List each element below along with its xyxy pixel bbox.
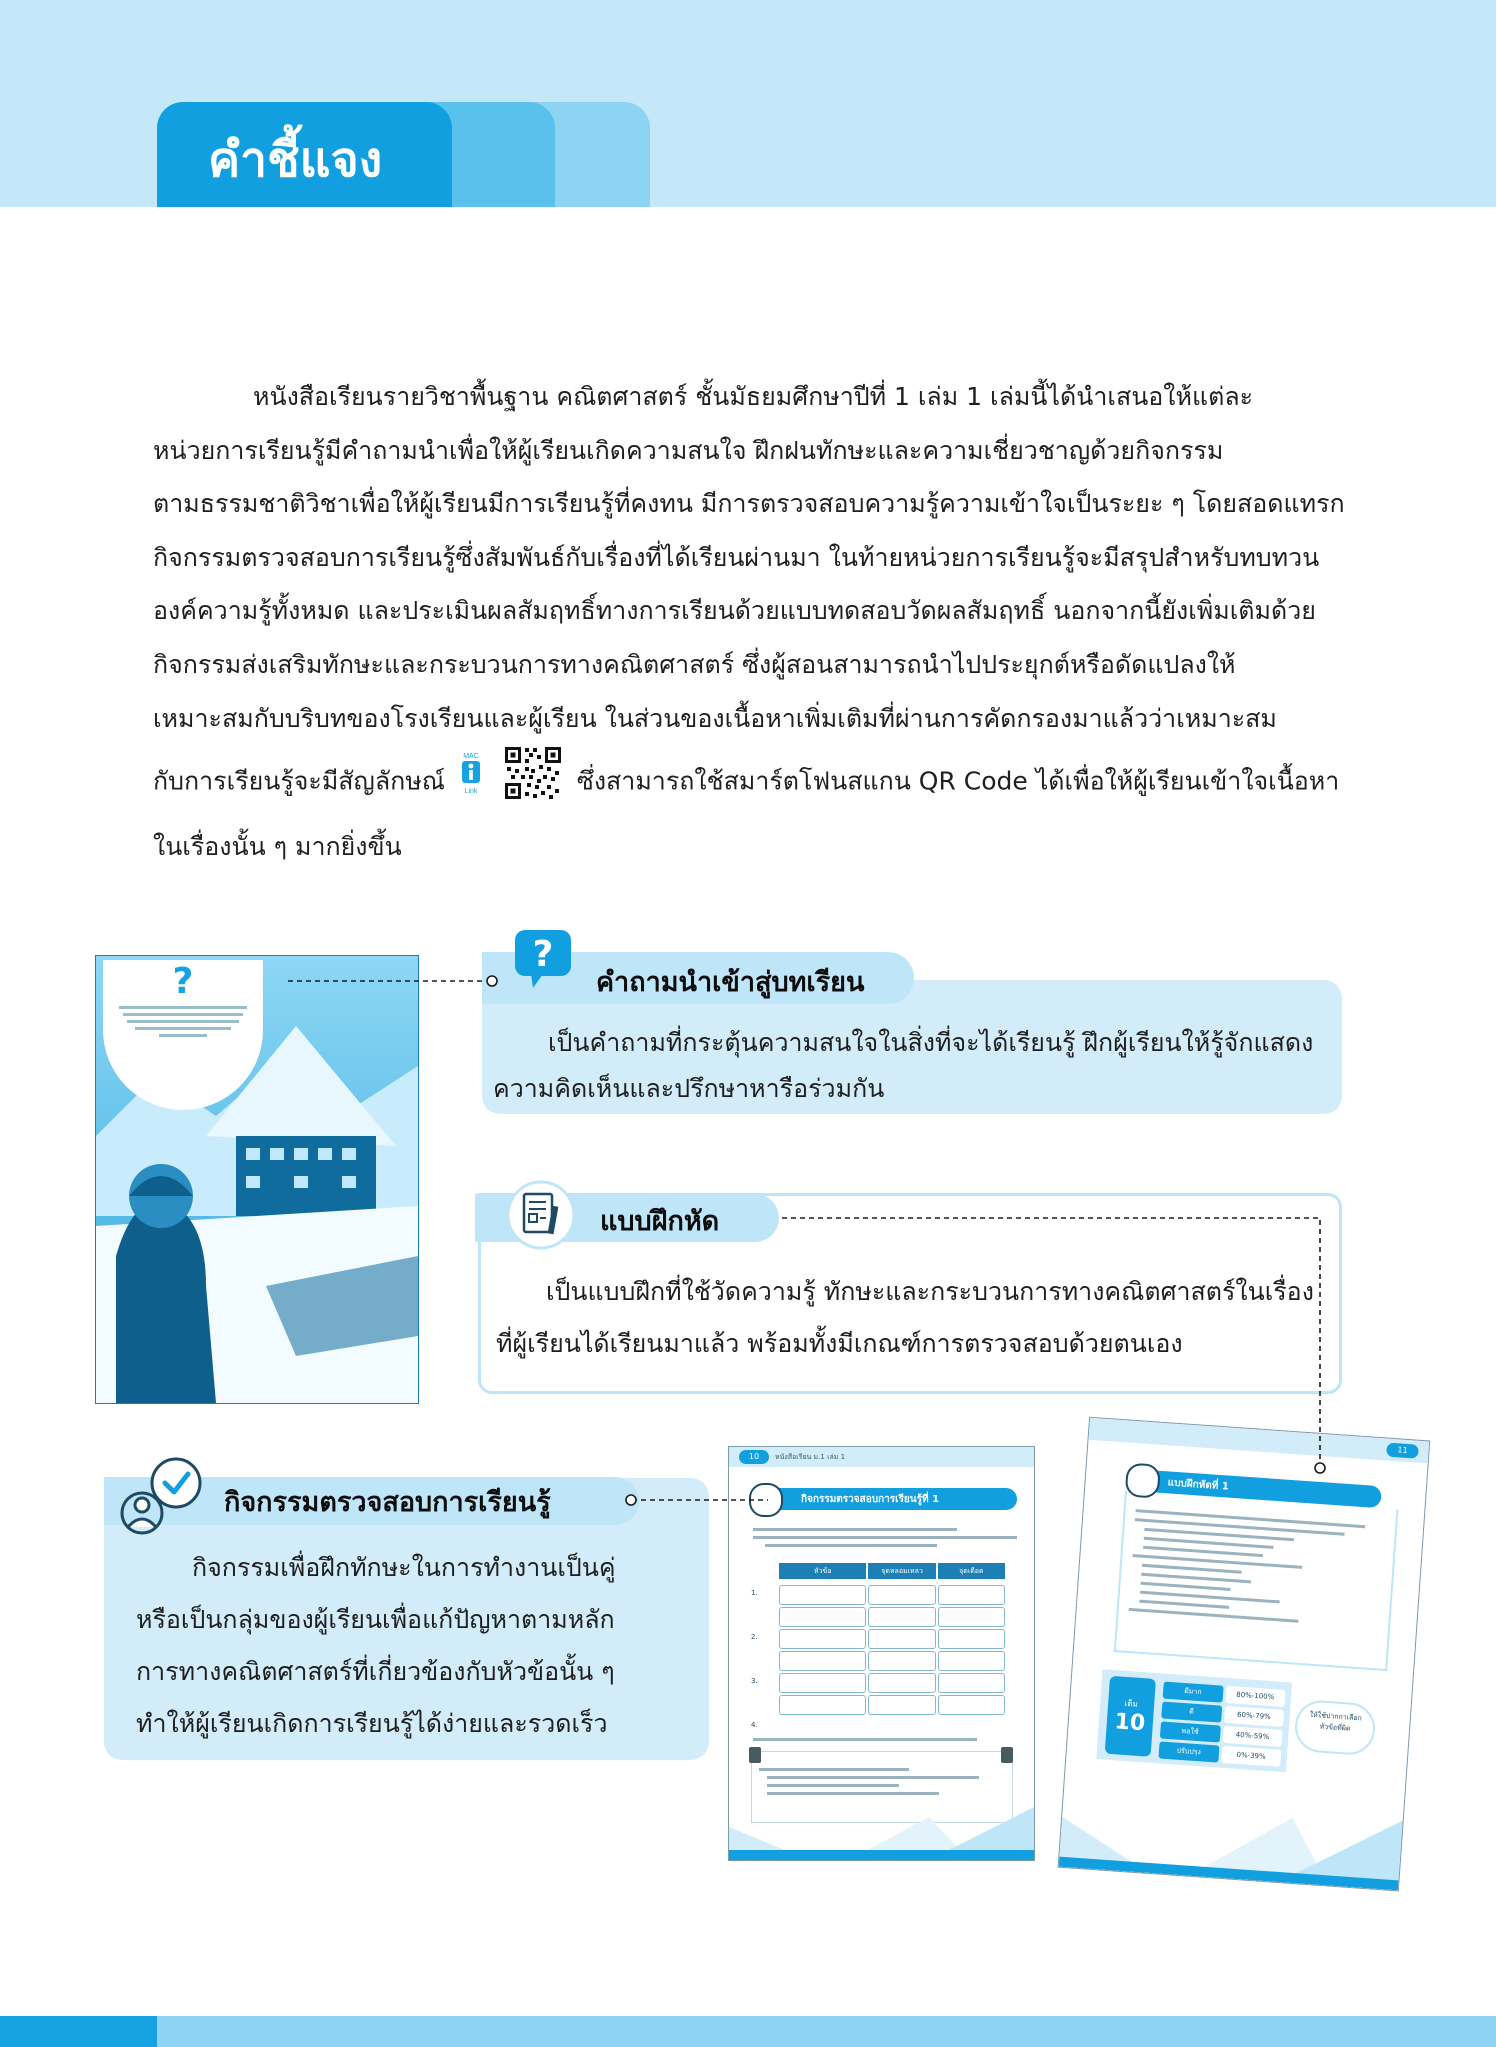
intro-line: หนังสือเรียนรายวิชาพื้นฐาน คณิตศาสตร์ ชั้นมัธยมศึกษาปีที่ 1 เล่ม 1 เล่มนี้ได้นำเสนอให้แต่ละ — [253, 382, 1254, 411]
exercise-page-number: 11 — [1386, 1443, 1419, 1459]
score-level-label: ดีมาก — [1163, 1682, 1224, 1703]
activity-callout-line: ทำให้ผู้เรียนเกิดการเรียนรู้ได้ง่ายและรวดเร็ว — [136, 1709, 608, 1738]
activity-callout-line: หรือเป็นกลุ่มของผู้เรียนเพื่อแก้ปัญหาตามหลัก — [136, 1605, 615, 1634]
intro-line-text: กับการเรียนรู้จะมีสัญลักษณ์ — [153, 766, 445, 796]
activity-page-title: กิจกรรมตรวจสอบการเรียนรู้ที่ 1 — [801, 1494, 940, 1505]
activity-row-number: 2. — [751, 1633, 758, 1641]
intro-line: กิจกรรมส่งเสริมทักษะและกระบวนการทางคณิตศาสตร์ ซึ่งผู้สอนสามารถนำไปประยุกต์หรือดัดแปลงให้ — [153, 649, 1236, 679]
exercise-cloud-note: ให้ใช้ปากกาเลือกหัวข้อที่ผิด — [1293, 1699, 1376, 1756]
score-level-range: 60%-79% — [1224, 1706, 1285, 1727]
intro-line-text: ซึ่งสามารถใช้สมาร์ตโฟนสแกน QR Code ได้เพื่อให้ผู้เรียนเข้าใจเนื้อหา — [576, 766, 1340, 796]
question-callout-body: เป็นคำถามที่กระตุ้นความสนใจในสิ่งที่จะได้เรียนรู้ ฝึกผู้เรียนให้รู้จักแสดงความคิดเห็นและปรึกษาหารือร่วมกัน — [493, 1028, 1314, 1103]
score-level-range: 80%-100% — [1225, 1686, 1286, 1707]
score-level-label: ดี — [1161, 1701, 1222, 1722]
intro-line: เหมาะสมกับบริบทของโรงเรียนและผู้เรียน ในส่วนของเนื้อหาเพิ่มเติมที่ผ่านการคัดกรองมาแล้วว่าเหมาะสม — [153, 703, 1277, 733]
exercise-callout-body: เป็นแบบฝึกที่ใช้วัดความรู้ ทักษะและกระบวนการทางคณิตศาสตร์ในเรื่องที่ผู้เรียนได้เรียนมาแล้ว พร้อมทั้งมีเกณฑ์การตรวจสอบด้วยตนเอง — [496, 1277, 1314, 1358]
activity-row-number: 3. — [751, 1677, 758, 1685]
intro-line: กิจกรรมตรวจสอบการเรียนรู้ซึ่งสัมพันธ์กับเรื่องที่ได้เรียนผ่านมา ในท้ายหน่วยการเรียนรู้จะมีสรุปสำหรับทบทวน — [153, 542, 1320, 572]
intro-line: ตามธรรมชาติวิชาเพื่อให้ผู้เรียนมีการเรียนรู้ที่คงทน มีการตรวจสอบความรู้ความเข้าใจเป็นระยะ ๆ โดยสอดแทรก — [153, 489, 1345, 519]
score-level-range: 40%-59% — [1222, 1726, 1283, 1747]
exercise-callout-title: แบบฝึกหัด — [600, 1206, 720, 1237]
svg-text:?: ? — [532, 934, 554, 975]
intro-line: องค์ความรู้ทั้งหมด และประเมินผลสัมฤทธิ์ทางการเรียนด้วยแบบทดสอบวัดผลสัมฤทธิ์ นอกจากนี้ยังเพิ่มเติมด้วย — [153, 596, 1316, 626]
score-level-label: พอใช้ — [1160, 1721, 1221, 1742]
activity-page-header: หนังสือเรียน ม.1 เล่ม 1 — [775, 1453, 846, 1461]
intro-line: ในเรื่องนั้น ๆ มากยิ่งขึ้น — [153, 831, 402, 861]
mac-link-bottom-label: Link — [464, 788, 478, 796]
question-callout-title: คำถามนำเข้าสู่บทเรียน — [596, 967, 865, 998]
score-box-number: 10 — [1113, 1709, 1147, 1737]
activity-row-number: 1. — [751, 1589, 758, 1597]
page-title: คำชี้แจง — [208, 132, 383, 188]
score-level-range: 0%-39% — [1221, 1746, 1282, 1767]
mac-link-top-label: MAC — [463, 753, 479, 761]
score-level-label: ปรับปรุง — [1158, 1741, 1219, 1762]
activity-row-number: 4. — [751, 1721, 758, 1729]
activity-callout-line: การทางคณิตศาสตร์ที่เกี่ยวข้องกับหัวข้อนั้น ๆ — [136, 1657, 615, 1686]
footer-band — [0, 2016, 1496, 2047]
activity-table-header: จุดหลอมเหลว — [868, 1563, 935, 1579]
question-mark-icon: ? — [172, 961, 194, 1002]
intro-line: หน่วยการเรียนรู้มีคำถามนำเพื่อให้ผู้เรียนเกิดความสนใจ ฝึกฝนทักษะและความเชี่ยวชาญด้วยกิจกรรม — [153, 435, 1224, 465]
activity-page-number: 10 — [739, 1450, 769, 1464]
activity-callout-title: กิจกรรมตรวจสอบการเรียนรู้ — [224, 1487, 551, 1518]
footer-accent — [0, 2016, 157, 2047]
score-box-label: เต็ม — [1124, 1698, 1139, 1709]
exercise-page-title: แบบฝึกหัดที่ 1 — [1167, 1477, 1230, 1493]
activity-table-header: หัวข้อ — [779, 1563, 866, 1579]
activity-callout-line: กิจกรรมเพื่อฝึกทักษะในการทำงานเป็นคู่ — [192, 1553, 616, 1582]
activity-table-header: จุดเดือด — [938, 1563, 1005, 1579]
